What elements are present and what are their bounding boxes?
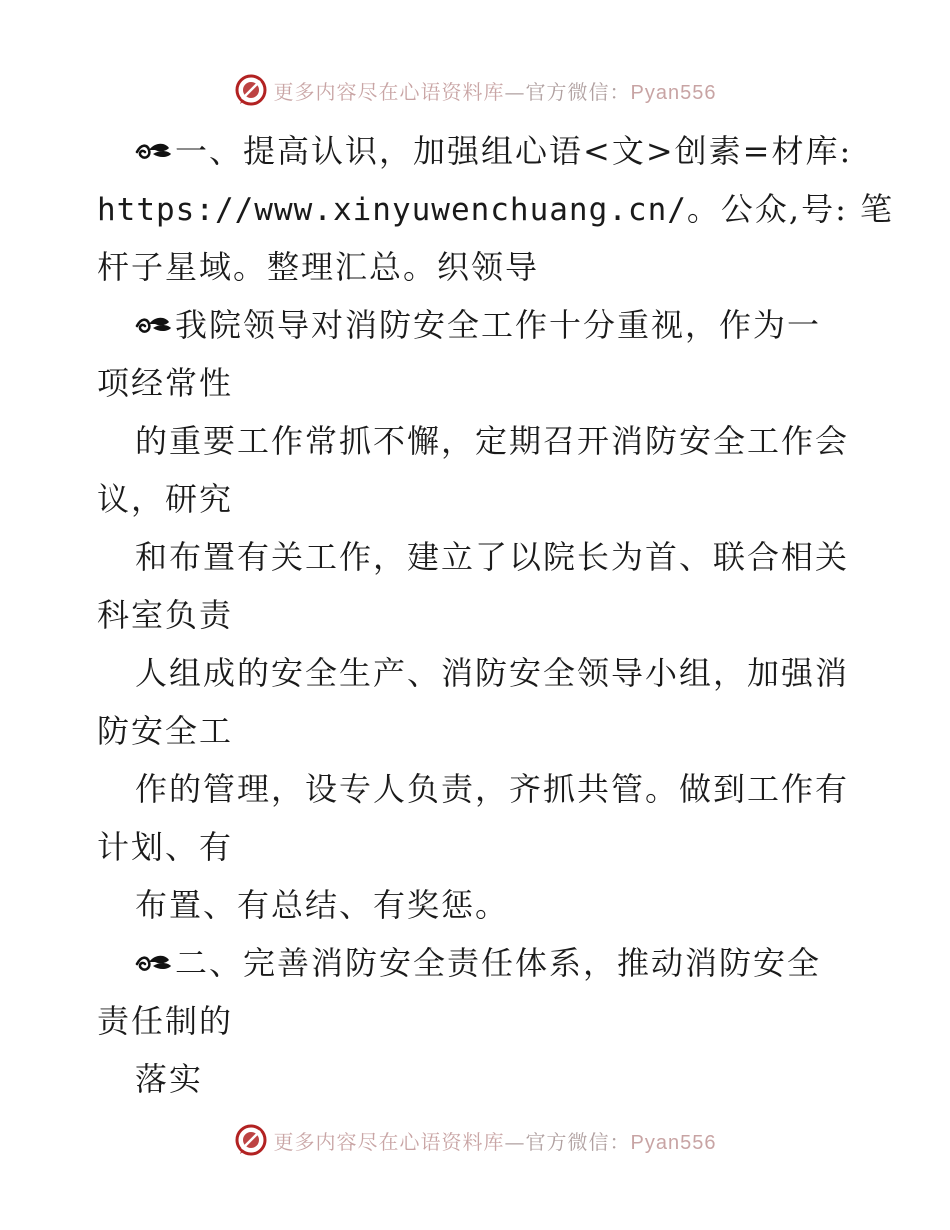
paragraph-line: 防安全工	[97, 712, 234, 750]
floral-bullet-icon	[135, 138, 173, 164]
paragraph-line: 项经常性	[97, 364, 234, 402]
paragraph-line: 和布置有关工作，建立了以院长为首、联合相关	[135, 538, 850, 576]
paragraph-line: 作的管理，设专人负责，齐抓共管。做到工作有	[135, 770, 850, 808]
paragraph-line: 我院领导对消防安全工作十分重视，作为一	[97, 296, 867, 354]
header-banner	[0, 70, 950, 110]
paragraph-line: 责任制的	[97, 1002, 234, 1040]
pen-logo-icon	[234, 73, 268, 107]
paragraph-line: 的重要工作常抓不懈，定期召开消防安全工作会	[135, 422, 850, 460]
paragraph-line: 科室负责	[97, 596, 234, 634]
pen-logo-icon	[234, 1123, 268, 1157]
paragraph-line: 杆子星域。整理汇总。织领导	[97, 248, 540, 286]
paragraph-line: 人组成的安全生产、消防安全领导小组，加强消	[135, 654, 850, 692]
document-body	[97, 122, 895, 1108]
paragraph-line: 议，研究	[97, 480, 234, 518]
paragraph-line: 计划、有	[97, 828, 234, 866]
paragraph-line: 落实	[135, 1060, 204, 1098]
paragraph-line: 二、完善消防安全责任体系，推动消防安全	[97, 934, 867, 992]
floral-bullet-icon	[135, 950, 173, 976]
banner-text: 更多内容尽在心语资料库—官方微信：Pyan556	[273, 1129, 717, 1154]
url-text: https://www.xinyuwenchuang.cn/	[97, 192, 687, 228]
floral-bullet-icon	[135, 312, 173, 338]
paragraph-line: https://www.xinyuwenchuang.cn/。公众,号: 笔	[97, 190, 895, 228]
banner-text: 更多内容尽在心语资料库—官方微信：Pyan556	[273, 79, 717, 104]
footer-banner	[0, 1120, 950, 1160]
paragraph-line: 一、提高认识，加强组心语<文>创素=材库:	[97, 122, 867, 180]
paragraph-line: 布置、有总结、有奖惩。	[135, 886, 510, 924]
